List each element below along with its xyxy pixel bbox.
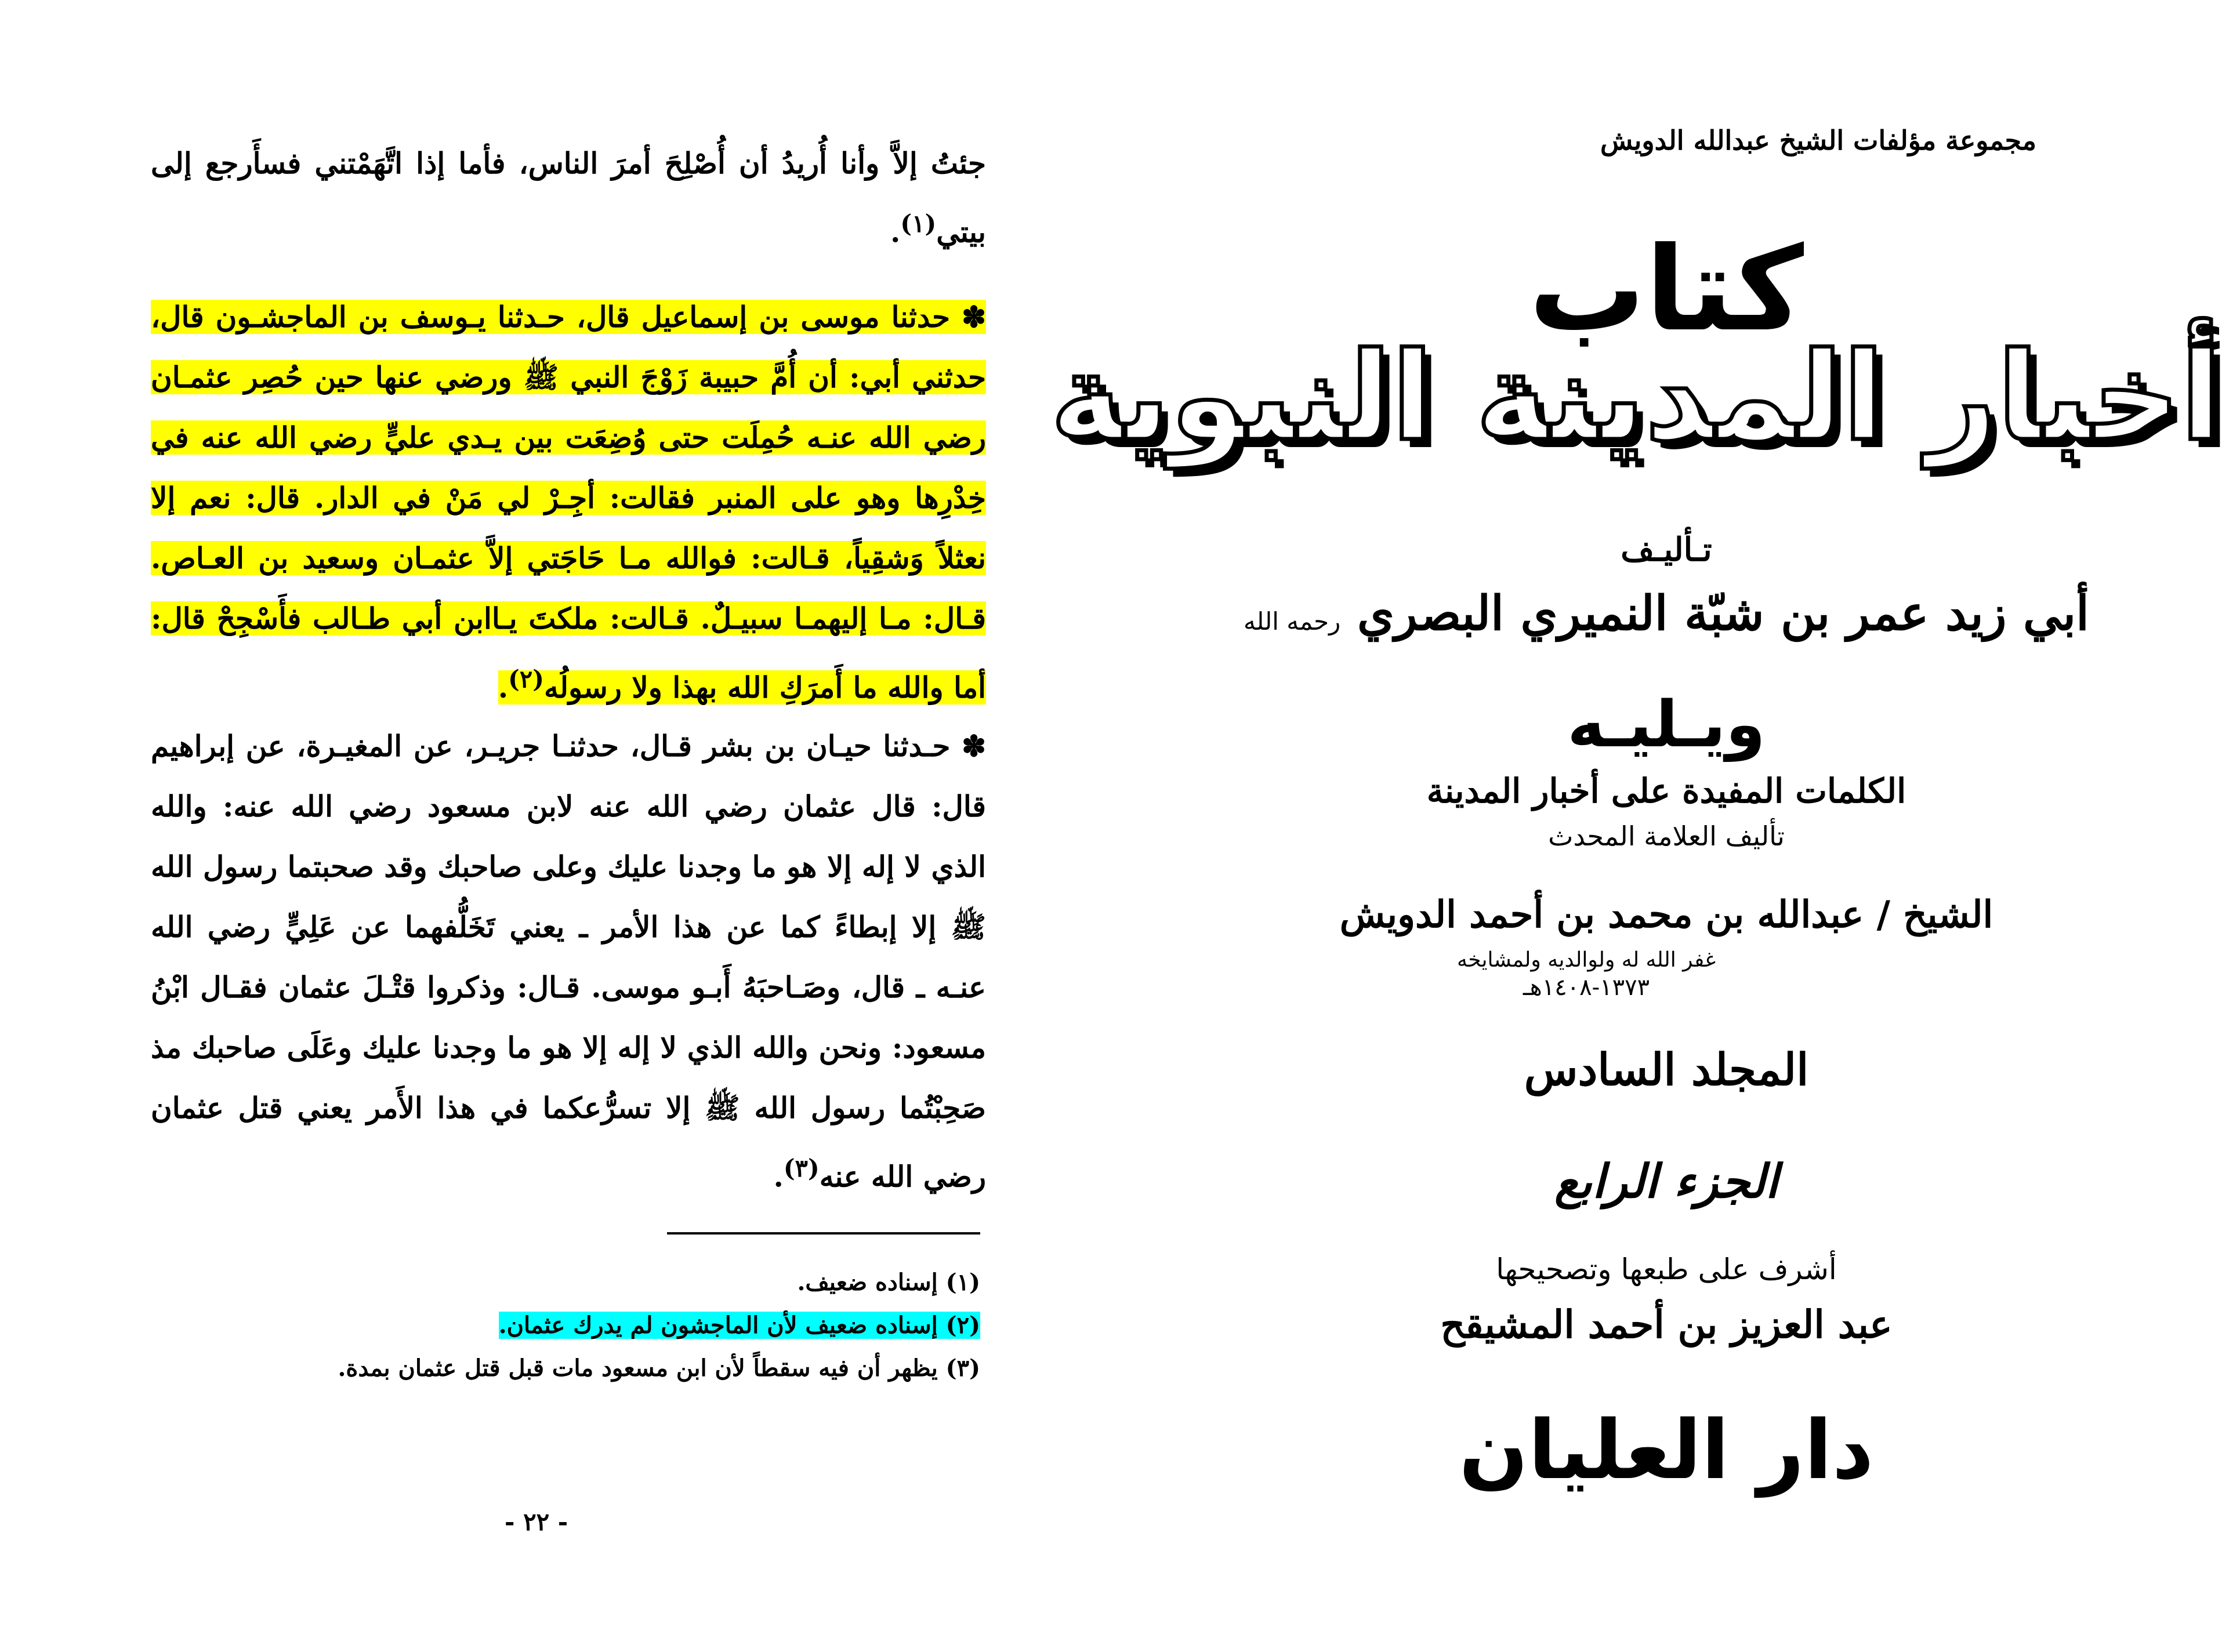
author-text: أبي زيد عمر بن شبّة النميري البصري	[1357, 586, 2089, 641]
editor-name: عبد العزيز بن أحمد المشيقح	[1440, 1302, 1893, 1347]
body-paragraph-2	[151, 287, 986, 718]
page-number: - ٢٢ -	[505, 1508, 568, 1536]
sheikh-name: الشيخ / عبدالله بن محمد بن أحمد الدويش	[1339, 893, 1993, 936]
author-name	[1111, 586, 2222, 641]
body-paragraph-1: جئتُ إلاَّ وأنا أُريدُ أن أُصْلِحَ أمرَ الناس، فأما إذا اتَّهَمْتني فسأَرجع إلى بيتي$^{(١)}$.	[151, 146, 986, 249]
footnote-1: (١) إسناده ضعيف.	[797, 1269, 980, 1296]
book-word: كتاب	[1528, 222, 1804, 357]
footnote-mark: (٢)	[508, 665, 544, 693]
sub-author: تأليف العلامة المحدث	[1548, 820, 1785, 852]
series-title: مجموعة مؤلفات الشيخ عبدالله الدويش	[1600, 125, 2036, 156]
footnote-mark: (١)	[900, 209, 937, 238]
dates-line: ١٣٧٣-١٤٠٨هـ	[1523, 974, 1650, 1001]
footnote-separator	[667, 1232, 980, 1235]
volume-label: المجلد السادس	[1524, 1044, 1809, 1095]
body-paragraph-3: ✽ حـدثنا حيـان بن بشر قـال، حدثنـا جريـر، عن المغيـرة، عن إبراهيم قال: قال عثمان رضي الله عنه لابن مسعود رضي الله عنه: والله الذي لا إله إلا هو ما وجدنا عليك وعلى صاحبك وقد صحبتما رسول الله ﷺ إلا إبطاءً كما عن هذا الأمر ـ يعني تَخَلُّفهما عن عَلِيٍّ رضي الله عنـه ـ قال، وصَـاحبَهُ أَبـو موسى. قـال: وذكروا قتْـلَ عثمان فقـال ابْنُ مسعود: ونحن والله الذي لا إله إلا هو ما وجدنا عليك وعَلَى صاحبك مذ صَحِبْتُما رسول الله ﷺ إلا تسرُّعكما في هذا الأَمر يعني قتل عثمان رضي الله عنه$^{(٣)}$.	[151, 729, 986, 1194]
author-blessing: رحمه الله	[1244, 607, 1341, 636]
highlighted-text: ✽ حدثنا موسى بن إسماعيل قال، حـدثنا يـوسف بن الماجشـون قال، حدثني أبي: أن أُمَّ حبيبة زَوْجَ النبي ﷺ ورضي عنها حين حُصِر عثمـان رضي الله عنـه حُمِلَت حتى وُضِعَت بين يـدي عليٍّ رضي الله عنه في خِدْرِها وهو على المنبر فقالت: أجِـرْ لي مَنْ في الدار. قال: نعم إلا نعثلاً وَشقِياً، قـالت: فوالله مـا حَاجَتي إلاَّ عثمـان وسعيد بن العـاص. قـال: مـا إليهمـا سبيـلٌ. قـالت: ملكتَ يـاابن أبي طـالب فأَسْجِحْ قال: أما والله ما أَمرَكِ الله بهذا ولا رسولُه$^{(٢)}$.	[151, 300, 986, 705]
paragraph-text: ✽ حدثنا موسى بن إسماعيل قال، حـدثنا يـوسف بن الماجشـون قال، حدثني أبي: أن أُمَّ حبيبة زَوْجَ النبي ﷺ ورضي عنها حين حُصِر عثمـان رضي الله عنـه حُمِلَت حتى وُضِعَت بين يـدي عليٍّ رضي الله عنه في خِدْرِها وهو على المنبر فقالت: أجِـرْ لي مَنْ في الدار. قال: نعم إلا نعثلاً وَشقِياً، قـالت: فوالله مـا حَاجَتي إلاَّ عثمـان وسعيد بن العـاص. قـال: مـا إليهمـا سبيـلٌ. قـالت: ملكتَ يـاابن أبي طـالب فأَسْجِحْ قال: أما والله ما أَمرَكِ الله بهذا ولا رسولُه	[151, 300, 986, 705]
sub-title: الكلمات المفيدة على أخبار المدينة	[1426, 771, 1906, 811]
highlighted-footnote: (٢) إسناده ضعيف لأن الماجشون لم يدرك عثمان.	[498, 1312, 980, 1339]
publisher-logo: دار العليان	[1459, 1403, 1874, 1498]
part-label: الجزء الرابع	[1554, 1154, 1778, 1208]
title-page	[1050, 0, 2222, 1652]
paragraph-text: جئتُ إلاَّ وأنا أُريدُ أن أُصْلِحَ أمرَ الناس، فأما إذا اتَّهَمْتني فسأَرجع إلى بيتي	[151, 146, 986, 249]
paragraph-text: ✽ حـدثنا حيـان بن بشر قـال، حدثنـا جريـر، عن المغيـرة، عن إبراهيم قال: قال عثمان رضي الله عنه لابن مسعود رضي الله عنه: والله الذي لا إله إلا هو ما وجدنا عليك وعلى صاحبك وقد صحبتما رسول الله ﷺ إلا إبطاءً كما عن هذا الأمر ـ يعني تَخَلُّفهما عن عَلِيٍّ رضي الله عنـه ـ قال، وصَـاحبَهُ أَبـو موسى. قـال: وذكروا قتْـلَ عثمان فقـال ابْنُ مسعود: ونحن والله الذي لا إله إلا هو ما وجدنا عليك وعَلَى صاحبك مذ صَحِبْتُما رسول الله ﷺ إلا تسرُّعكما في هذا الأَمر يعني قتل عثمان رضي الله عنه	[151, 729, 986, 1194]
authored-by: تـأليـف	[1621, 531, 1712, 569]
footnote-2	[325, 1304, 980, 1347]
supervised-by: أشرف على طبعها وتصحيحها	[1496, 1252, 1837, 1286]
prayer-line: غفر الله له ولوالديه ولمشايخه	[1456, 948, 1716, 972]
footnote-3: (٣) يظهر أن فيه سقطاً لأن ابن مسعود مات قبل قتل عثمان بمدة.	[338, 1355, 980, 1382]
book-title: أخبار المدينة النبوية	[1050, 326, 2222, 468]
footnotes	[325, 1261, 980, 1390]
footnote-mark: (٣)	[783, 1154, 820, 1182]
followed-by: ويـليـه	[1567, 687, 1766, 761]
